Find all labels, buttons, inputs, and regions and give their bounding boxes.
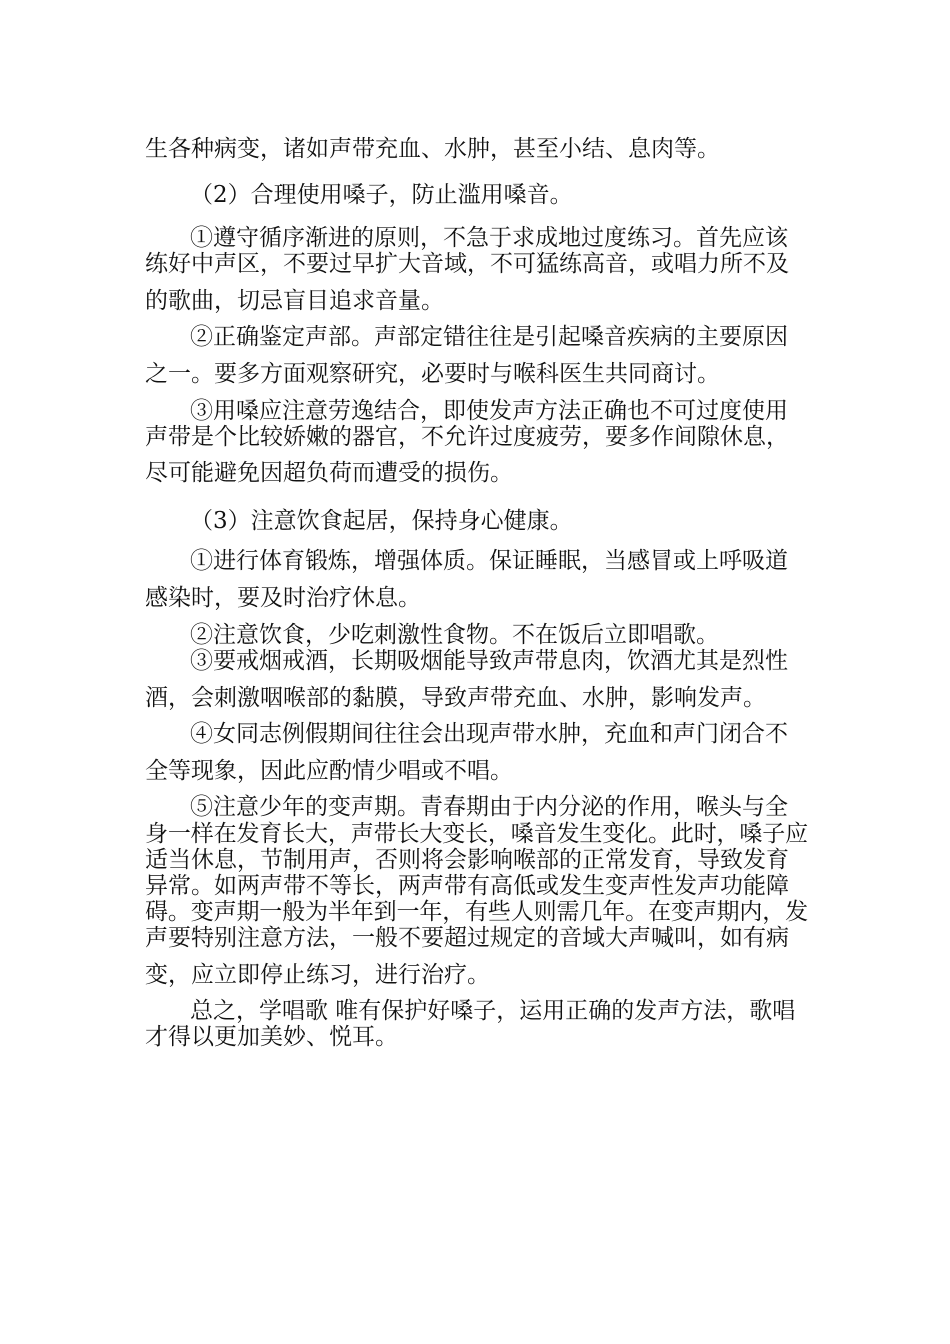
text-line: 异常。如两声带不等长，两声带有高低或发生变声性发声功能障 <box>145 873 789 899</box>
text-line: （3）注意饮食起居，保持身心健康。 <box>190 508 573 534</box>
text-line: 声带是个比较娇嫩的器官，不允许过度疲劳，要多作间隙休息， <box>145 424 789 450</box>
text-line: 练好中声区，不要过早扩大音域，不可猛练高音，或唱力所不及 <box>145 251 789 277</box>
text-line: 尽可能避免因超负荷而遭受的损伤。 <box>145 460 513 486</box>
text-line: 生各种病变，诸如声带充血、水肿，甚至小结、息肉等。 <box>145 136 720 162</box>
text-line: ②正确鉴定声部。声部定错往往是引起嗓音疾病的主要原因 <box>190 324 788 350</box>
text-line: 声要特别注意方法，一般不要超过规定的音域大声喊叫，如有病 <box>145 925 789 951</box>
text-line: 适当休息，节制用声，否则将会影响喉部的正常发育，导致发育 <box>145 847 789 873</box>
text-line: ①进行体育锻炼，增强体质。保证睡眠，当感冒或上呼吸道 <box>190 548 788 574</box>
text-line: 才得以更加美妙、悦耳。 <box>145 1024 398 1050</box>
text-line: ③要戒烟戒酒，长期吸烟能导致声带息肉，饮酒尤其是烈性 <box>190 648 788 674</box>
text-line: 碍。变声期一般为半年到一年，有些人则需几年。在变声期内，发 <box>145 899 808 925</box>
text-line: 身一样在发育长大，声带长大变长，嗓音发生变化。此时，嗓子应 <box>145 821 808 847</box>
text-line: 的歌曲，切忌盲目追求音量。 <box>145 288 444 314</box>
text-line: 变，应立即停止练习，进行治疗。 <box>145 962 490 988</box>
text-line: 总之，学唱歌 唯有保护好嗓子，运用正确的发声方法，歌唱 <box>190 998 796 1024</box>
text-line: 酒，会刺激咽喉部的黏膜，导致声带充血、水肿，影响发声。 <box>145 685 766 711</box>
text-line: 全等现象，因此应酌情少唱或不唱。 <box>145 758 513 784</box>
text-line: 之一。要多方面观察研究，必要时与喉科医生共同商讨。 <box>145 361 720 387</box>
text-line: ②注意饮食，少吃刺激性食物。不在饭后立即唱歌。 <box>190 622 719 648</box>
text-line: ③用嗓应注意劳逸结合，即使发声方法正确也不可过度使用 <box>190 398 788 424</box>
text-line: ④女同志例假期间往往会出现声带水肿，充血和声门闭合不 <box>190 721 788 747</box>
text-line: （2）合理使用嗓子，防止滥用嗓音。 <box>190 182 573 208</box>
text-line: ①遵守循序渐进的原则，不急于求成地过度练习。首先应该 <box>190 225 788 251</box>
text-line: 感染时，要及时治疗休息。 <box>145 585 421 611</box>
text-line: ⑤注意少年的变声期。青春期由于内分泌的作用，喉头与全 <box>190 794 788 820</box>
